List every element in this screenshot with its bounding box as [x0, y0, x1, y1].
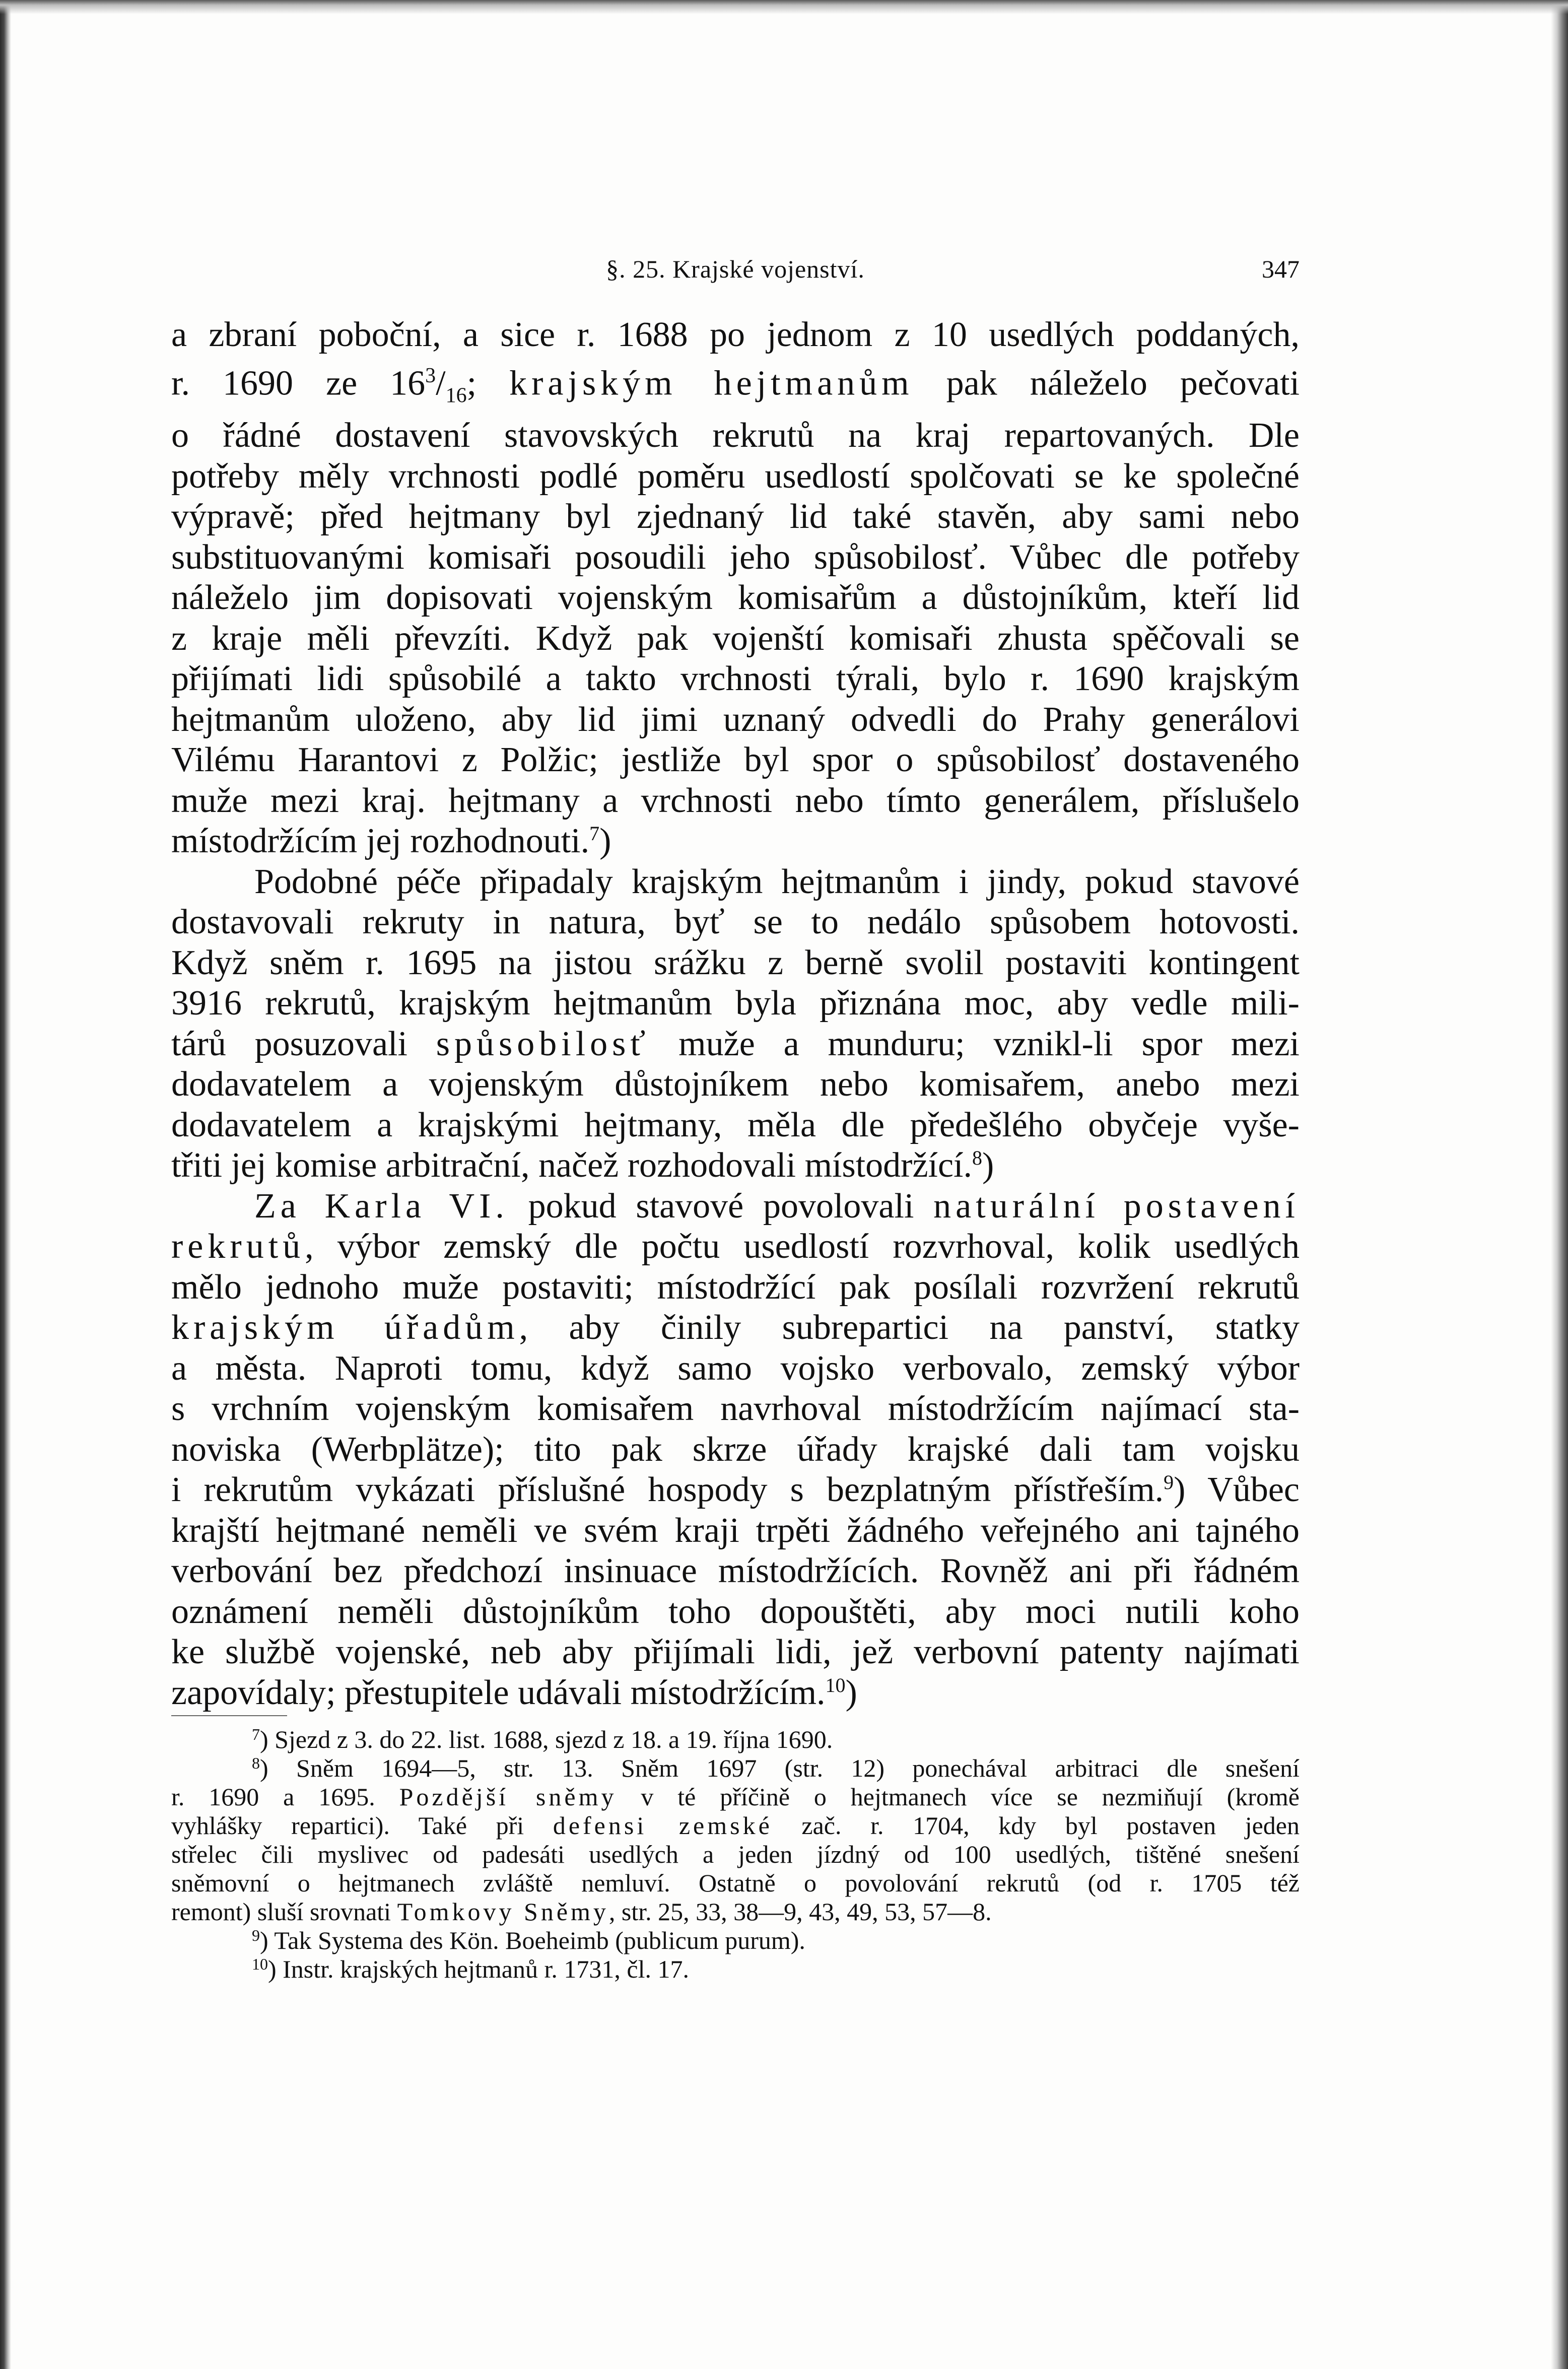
- footnote-7: $^7$) Sjezd z 3. do 22. list. 1688, sjezd z 18. a 19. října 1690.: [252, 1725, 833, 1753]
- spaced-emphasis: rekrutů: [171, 1227, 305, 1266]
- text-line: přijímati lidi spůsobilé a takto vrchnosti týrali, bylo r. 1690 krajským: [171, 659, 1300, 699]
- footnote-ref: 10: [825, 1673, 846, 1697]
- text-line: dostavovali rekruty in natura, byť se to nedálo spůsobem hotovosti.: [171, 903, 1300, 942]
- spaced-emphasis: naturální postavení: [933, 1186, 1300, 1226]
- text-line: Vilému Harantovi z Polžic; jestliže byl spor o spůsobilosť dostaveného: [171, 740, 1300, 780]
- footnotes: [171, 1725, 1300, 1984]
- text-line: i rekrutům vykázati příslušné hospody s bezplatným přístřeším.$^9$) Vůbec: [171, 1470, 1300, 1510]
- spaced-emphasis: defensi zemské: [553, 1811, 773, 1840]
- scan-edge-left: [0, 0, 11, 2369]
- text-line: místodržícím jej rozhodnouti.$^7$): [171, 822, 611, 861]
- paragraph-3: [171, 1186, 1300, 1714]
- text-line: zapovídaly; přestupitele udávali místodržícím.$^{10}$): [171, 1673, 857, 1712]
- running-head: §. 25. Krajské vojenství.: [606, 255, 865, 283]
- text-line: a zbraní poboční, a sice r. 1688 po jednom z 10 usedlých poddaných,: [171, 315, 1300, 354]
- text-line: krajští hejtmané neměli ve svém kraji trpěti žádného veřejného ani tajného: [171, 1511, 1300, 1550]
- paragraph-1: [171, 315, 1300, 862]
- text-line: verbování bez předchozí insinuace místodržících. Rovněž ani při řádném: [171, 1551, 1300, 1591]
- text-line: ke službě vojenské, neb aby přijímali lidi, jež verbovní patenty najímati: [171, 1633, 1300, 1672]
- text-line: rekrutů, výbor zemský dle počtu usedlostí rozvrhoval, kolik usedlých: [171, 1227, 1300, 1266]
- text-line: muže mezi kraj. hejtmany a vrchnosti nebo tímto generálem, příslušelo: [171, 781, 1300, 820]
- text-line: substituovanými komisaři posoudili jeho spůsobilosť. Vůbec dle potřeby: [171, 537, 1300, 577]
- text-line: o řádné dostavení stavovských rekrutů na kraj repartovaných. Dle: [171, 416, 1300, 455]
- page-number: 347: [1262, 255, 1300, 283]
- footnote-10: $^{10}$) Instr. krajských hejtmanů r. 1731, čl. 17.: [252, 1955, 689, 1983]
- footnote-9: $^9$) Tak Systema des Kön. Boeheimb (publicum purum).: [252, 1926, 805, 1954]
- footnote-ref: 9: [1164, 1471, 1174, 1494]
- page-header: [171, 254, 1300, 295]
- text-line: potřeby měly vrchnosti podlé poměru usedlostí spolčovati se ke společné: [171, 456, 1300, 496]
- footnote-divider: [171, 1715, 287, 1716]
- footnote-ref: 7: [589, 822, 600, 845]
- spaced-emphasis: spůsobilosť: [436, 1024, 650, 1063]
- text-line: mělo jednoho muže postaviti; místodržící pak posílali rozvržení rekrutů: [171, 1267, 1300, 1307]
- text-line: dodavatelem a krajskými hejtmany, měla dle předešlého obyčeje vyše-: [171, 1105, 1300, 1144]
- scan-edge-top: [0, 0, 1568, 14]
- footnote-8-line: sněmovní o hejtmanech zvláště nemluví. Ostatně o povolování rekrutů (od r. 1705 též: [171, 1869, 1300, 1897]
- text-line: s vrchním vojenským komisařem navrhoval místodržícím najímací sta-: [171, 1389, 1300, 1429]
- text-line: 3916 rekrutů, krajským hejtmanům byla přiznána moc, aby vedle mili-: [171, 984, 1300, 1023]
- footnote-8-line: remont) sluší srovnati Tomkovy Sněmy, str. 25, 33, 38—9, 43, 49, 53, 57—8.: [171, 1898, 992, 1926]
- text-line: tárů posuzovali spůsobilosť muže a munduru; vznikl-li spor mezi: [171, 1024, 1300, 1063]
- text-line: a města. Naproti tomu, když samo vojsko verbovalo, zemský výbor: [171, 1348, 1300, 1388]
- text-line: třiti jej komise arbitrační, načež rozhodovali místodržící.$^8$): [171, 1146, 994, 1185]
- text-line: noviska (Werbplätze); tito pak skrze úřady krajské dali tam vojsku: [171, 1430, 1300, 1469]
- text-line: oznámení neměli důstojníkům toho dopouštěti, aby moci nutili koho: [171, 1592, 1300, 1631]
- text-line: hejtmanům uloženo, aby lid jimi uznaný odvedli do Prahy generálovi: [171, 700, 1300, 739]
- text-line: r. 1690 ze $16^3/_{16}$; krajským hejtmanům pak náleželo pečovati: [171, 363, 1300, 407]
- spaced-emphasis: Tomkovy Sněmy: [397, 1898, 609, 1926]
- footnote-8-line: vyhlášky repartici). Také při defensi zemské zač. r. 1704, kdy byl postaven jeden: [171, 1811, 1300, 1840]
- text-line: Když sněm r. 1695 na jistou srážku z berně svolil postaviti kontingent: [171, 943, 1300, 982]
- text-line: z kraje měli převzíti. Když pak vojenští komisaři zhusta spěčovali se: [171, 619, 1300, 658]
- footnote-8-line: střelec čili myslivec od padesáti usedlých a jeden jízdný od 100 usedlých, tištěné snešení: [171, 1840, 1300, 1868]
- footnote-8-line: r. 1690 a 1695. Pozdější sněmy v té příčině o hejtmanech více se nezmiňují (kromě: [171, 1783, 1300, 1811]
- main-text: [171, 315, 1300, 1713]
- text-line: krajským úřadům, aby činily subrepartici na panství, statky: [171, 1308, 1300, 1347]
- spaced-emphasis: krajským hejtmanům: [509, 363, 914, 402]
- scan-edge-right: [1551, 0, 1568, 2369]
- text-line: Podobné péče připadaly krajským hejtmanům i jindy, pokud stavové: [254, 862, 1300, 901]
- footnote-ref: 8: [972, 1146, 983, 1170]
- text-line: výpravě; před hejtmany byl zjednaný lid také stavěn, aby sami nebo: [171, 497, 1300, 536]
- text-line: Za Karla VI. pokud stavové povolovali naturální postavení: [254, 1186, 1300, 1226]
- spaced-emphasis: Za Karla VI.: [254, 1186, 509, 1226]
- paragraph-2: [171, 862, 1300, 1186]
- footnote-8: $^8$) Sněm 1694—5, str. 13. Sněm 1697 (str. 12) ponechával arbitraci dle snešení: [252, 1754, 1300, 1782]
- text-line: dodavatelem a vojenským důstojníkem nebo komisařem, anebo mezi: [171, 1065, 1300, 1104]
- spaced-emphasis: krajským úřadům: [171, 1308, 519, 1347]
- spaced-emphasis: Pozdější sněmy: [399, 1783, 617, 1811]
- text-line: náleželo jim dopisovati vojenským komisařům a důstojníkům, kteří lid: [171, 578, 1300, 618]
